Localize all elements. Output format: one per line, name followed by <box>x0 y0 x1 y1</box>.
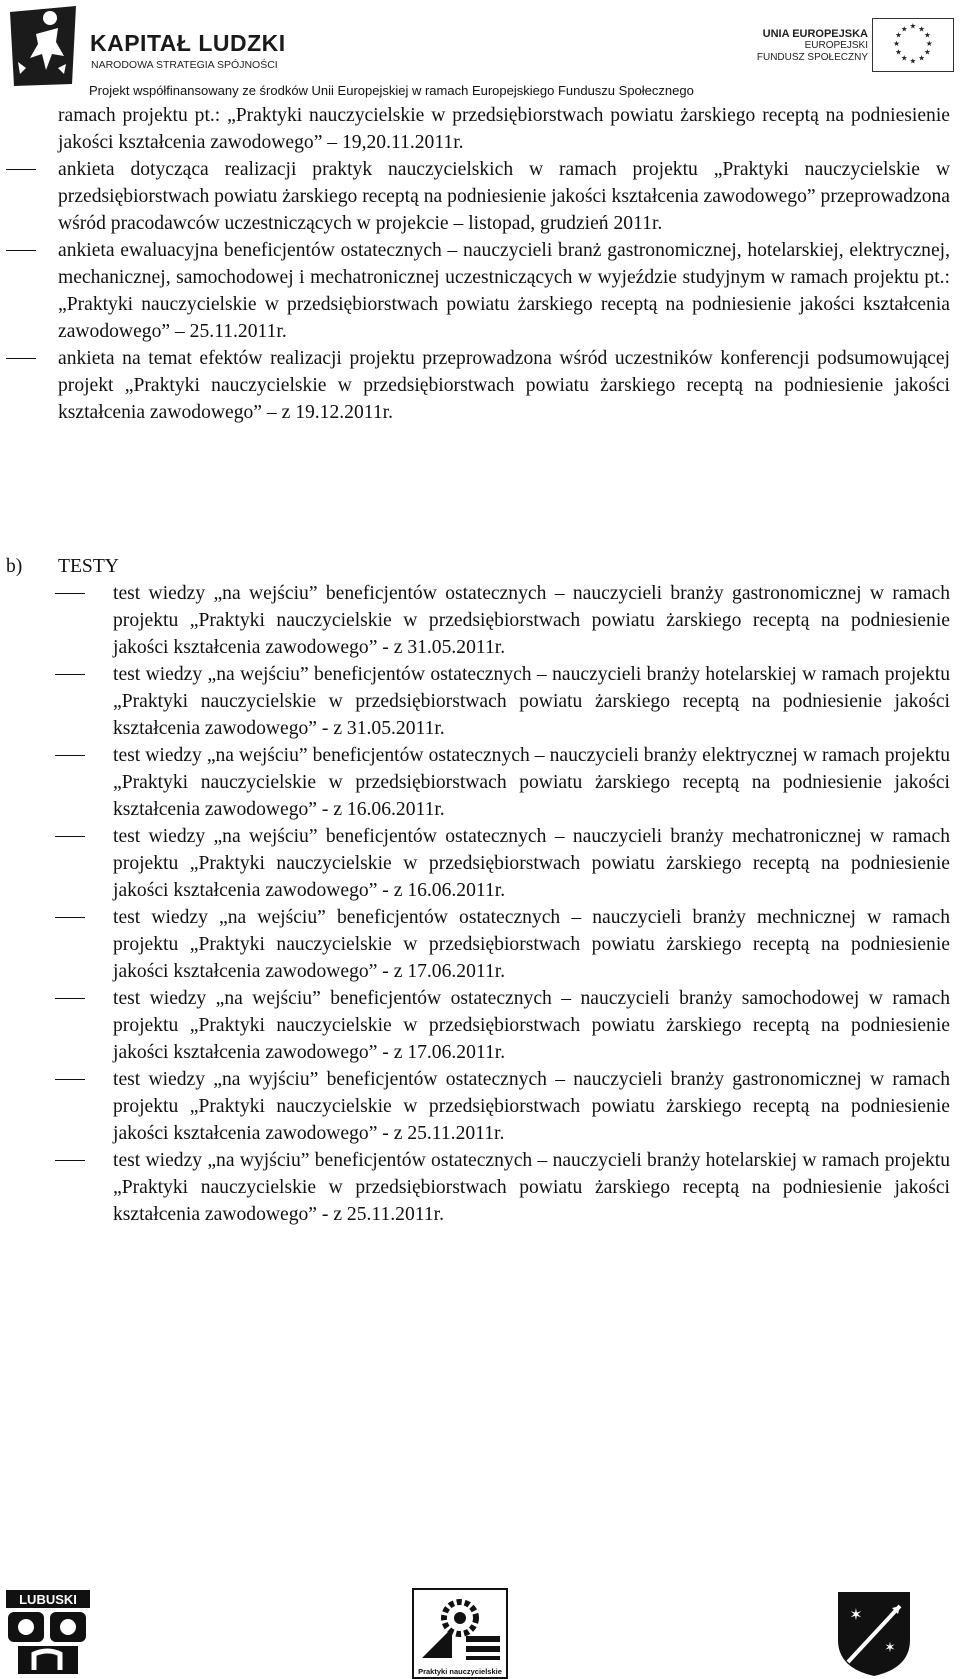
survey-item <box>58 237 950 345</box>
test-item <box>113 985 950 1066</box>
eu-text <box>757 28 868 64</box>
eu-line-1: UNIA EUROPEJSKA <box>762 28 868 40</box>
kapital-ludzki-title: KAPITAŁ LUDZKI <box>90 30 286 56</box>
tests-list <box>113 580 950 1228</box>
test-item <box>113 1147 950 1228</box>
survey-item-text: ankieta na temat efektów realizacji projektu przeprowadzona wśród uczestników konferencji podsumowującej projekt „Praktyki nauczycielskie w przedsiębiorstwach powiatu żarskiego receptą na podniesienie jakości kształcenia zawodowego” – z 19.12.2011r. <box>58 348 950 423</box>
kapital-ludzki-logo <box>6 4 306 84</box>
lubuski-logo-icon <box>4 1588 92 1676</box>
svg-text:✶: ✶ <box>884 1641 896 1656</box>
lubuski-text: LUBUSKI <box>19 1592 77 1607</box>
svg-text:★: ★ <box>923 47 931 57</box>
praktyki-nauczycielskie-logo-icon <box>412 1588 508 1679</box>
svg-text:★: ★ <box>895 47 903 57</box>
svg-text:★: ★ <box>895 30 903 40</box>
test-item-text: test wiedzy „na wejściu” beneficjentów ostatecznych – nauczycieli branży elektrycznej w ramach projektu „Praktyki nauczycielskie w przedsiębiorstwach powiatu żarskiego receptą na podniesienie jakości kształcenia zawodowego” - z 16.06.2011r. <box>113 745 950 820</box>
page-footer <box>0 1588 960 1679</box>
test-item-text: test wiedzy „na wejściu” beneficjentów ostatecznych – nauczycieli branży hotelarskiej w ramach projektu „Praktyki nauczycielskie w przedsiębiorstwach powiatu żarskiego receptą na podniesienie jakości kształcenia zawodowego” - z 31.05.2011r. <box>113 664 950 739</box>
test-item <box>113 580 950 661</box>
survey-item-text: ankieta ewaluacyjna beneficjentów ostatecznych – nauczycieli branż gastronomicznej, hotelarskiej, elektrycznej, mechanicznej, samochodowej i mechatronicznej uczestniczących w wyjeździe studyjnym w ramach projektu pt.: „Praktyki nauczycielskie w przedsiębiorstwach powiatu żarskiego receptą na podniesienie jakości kształcenia zawodowego” – 25.11.2011r. <box>58 240 950 342</box>
test-item-text: test wiedzy „na wejściu” beneficjentów ostatecznych – nauczycieli branży gastronomicznej w ramach projektu „Praktyki nauczycielskie w przedsiębiorstwach powiatu żarskiego receptą na podniesienie jakości kształcenia zawodowego” - z 31.05.2011r. <box>113 583 950 658</box>
survey-item-text: ankieta dotycząca realizacji praktyk nauczycielskich w ramach projektu „Praktyki nauczycielskie w przedsiębiorstwach powiatu żarskiego receptą na podniesienie jakości kształcenia zawodowego” przeprowadzona wśród pracodawców uczestniczących w projekcie – listopad, grudzień 2011r. <box>58 159 950 234</box>
test-item <box>113 1066 950 1147</box>
surveys-list <box>58 156 950 426</box>
test-item-text: test wiedzy „na wyjściu” beneficjentów ostatecznych – nauczycieli branży hotelarskiej w ramach projektu „Praktyki nauczycielskie w przedsiębiorstwach powiatu żarskiego receptą na podniesienie jakości kształcenia zawodowego” - z 25.11.2011r. <box>113 1150 950 1225</box>
test-item-text: test wiedzy „na wyjściu” beneficjentów ostatecznych – nauczycieli branży gastronomicznej w ramach projektu „Praktyki nauczycielskie w przedsiębiorstwach powiatu żarskiego receptą na podniesienie jakości kształcenia zawodowego” - z 25.11.2011r. <box>113 1069 950 1144</box>
test-item <box>113 823 950 904</box>
section-label: b) <box>6 556 23 577</box>
document-body <box>58 102 950 426</box>
svg-text:★: ★ <box>918 24 926 34</box>
test-item-text: test wiedzy „na wejściu” beneficjentów ostatecznych – nauczycieli branży samochodowej w ramach projektu „Praktyki nauczycielskie w przedsiębiorstwach powiatu żarskiego receptą na podniesienie jakości kształcenia zawodowego” - z 17.06.2011r. <box>113 988 950 1063</box>
praktyki-logo-caption: Praktyki nauczycielskie <box>418 1667 502 1676</box>
page-header <box>0 0 960 105</box>
eu-line-3: FUNDUSZ SPOŁECZNY <box>756 52 868 63</box>
test-item <box>113 742 950 823</box>
svg-text:✶: ✶ <box>849 1607 863 1624</box>
intro-continuation: ramach projektu pt.: „Praktyki nauczycielskie w przedsiębiorstwach powiatu żarskiego receptą na podniesienie jakości kształcenia zawodowego” – 19,20.11.2011r. <box>58 105 950 153</box>
svg-text:★: ★ <box>923 30 931 40</box>
eu-line-2: EUROPEJSKI <box>804 40 868 51</box>
section-title: TESTY <box>58 556 119 577</box>
zary-county-crest-icon <box>834 1588 914 1678</box>
kapital-ludzki-subtitle: NARODOWA STRATEGIA SPÓJNOŚCI <box>91 59 278 71</box>
eu-logo-block <box>694 18 954 74</box>
svg-text:★: ★ <box>909 56 917 66</box>
test-item-text: test wiedzy „na wejściu” beneficjentów ostatecznych – nauczycieli branży mechatronicznej w ramach projektu „Praktyki nauczycielskie w przedsiębiorstwach powiatu żarskiego receptą na podniesienie jakości kształcenia zawodowego” - z 16.06.2011r. <box>113 826 950 901</box>
svg-text:★: ★ <box>925 38 933 48</box>
svg-text:★: ★ <box>909 21 917 31</box>
test-item-text: test wiedzy „na wejściu” beneficjentów ostatecznych – nauczycieli branży mechnicznej w ramach projektu „Praktyki nauczycielskie w przedsiębiorstwach powiatu żarskiego receptą na podniesienie jakości kształcenia zawodowego” - z 17.06.2011r. <box>113 907 950 982</box>
kapital-ludzki-emblem-icon <box>6 4 80 88</box>
survey-item <box>58 345 950 426</box>
svg-text:★: ★ <box>918 53 926 63</box>
survey-item <box>58 156 950 237</box>
eu-flag-icon <box>872 18 954 72</box>
svg-text:★: ★ <box>900 24 908 34</box>
cofunding-note: Projekt współfinansowany ze środków Unii Europejskiej w ramach Europejskiego Funduszu Społecznego <box>89 83 694 98</box>
svg-text:★: ★ <box>893 38 901 48</box>
test-item <box>113 904 950 985</box>
test-item <box>113 661 950 742</box>
svg-text:★: ★ <box>900 53 908 63</box>
